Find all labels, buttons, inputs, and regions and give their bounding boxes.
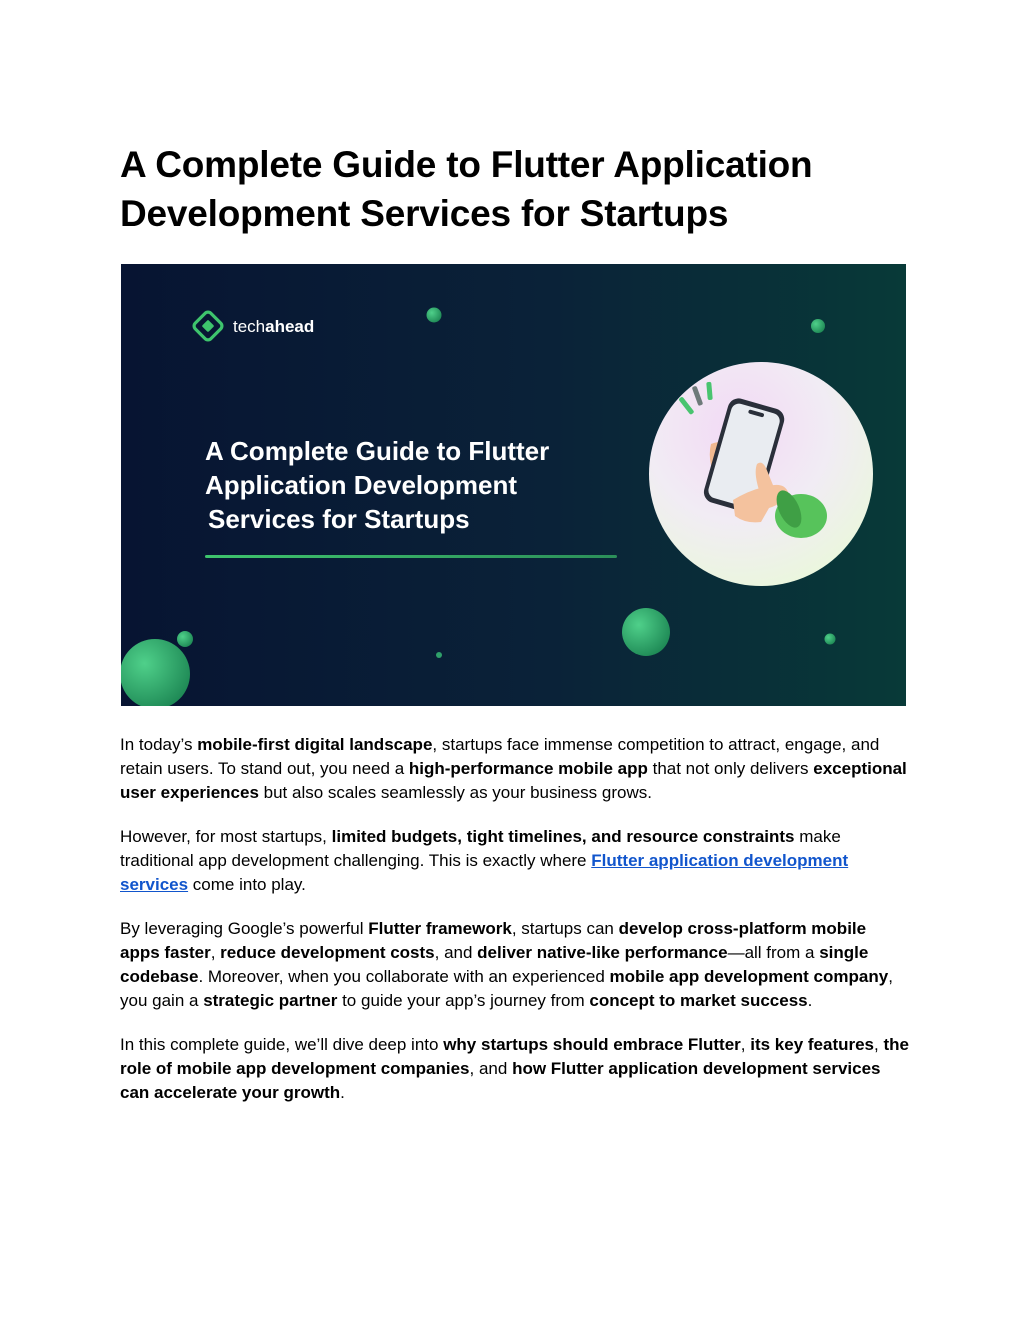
article-body [120,733,910,1125]
hero-banner-image [121,264,906,706]
flutter-services-link[interactable]: Flutter application development services [120,851,849,894]
decor-dot [427,308,442,323]
page-title: A Complete Guide to Flutter Application Development Services for Startups [120,144,813,234]
paragraph-intro: In today’s mobile-first digital landscape, startups face immense competition to attract, engage, and retain users. To stand out, you need a high-performance mobile app that not only delivers exceptional user experiences but also scales seamlessly as your business grows. [120,735,907,802]
banner-headline-line2: Application Development [205,470,518,500]
decor-dot [121,639,190,706]
paragraph-guide-overview: In this complete guide, we’ll dive deep into why startups should embrace Flutter, its key features, the role of mobile app development companies, and how Flutter application development services can accelerate your growth. [120,1035,909,1102]
banner-headline-line1: A Complete Guide to Flutter [205,436,550,466]
phone-hand-illustration [649,362,873,586]
decor-dot [811,319,825,333]
paragraph-benefits: By leveraging Google’s powerful Flutter framework, startups can develop cross-platform mobile apps faster, reduce development costs, and deliver native-like performance—all from a single codebase. Moreover, when you collaborate with an experienced mobile app development company, you gain a strategic partner to guide your app’s journey from concept to market success. [120,919,893,1010]
decor-dot [622,608,670,656]
brand-wordmark [233,317,314,336]
decor-dot [177,631,193,647]
brand-prefix: tech [233,317,266,336]
decor-dot [436,652,442,658]
banner-headline-line3: Services for Startups [208,504,470,534]
headline-underline [205,555,617,558]
decor-dot [825,634,836,645]
paragraph-challenges: However, for most startups, limited budgets, tight timelines, and resource constraints make traditional app development challenging. This is exactly where Flutter application development services come into play. [120,827,849,894]
brand-suffix: ahead [265,317,315,336]
techahead-logo-icon [192,310,223,341]
